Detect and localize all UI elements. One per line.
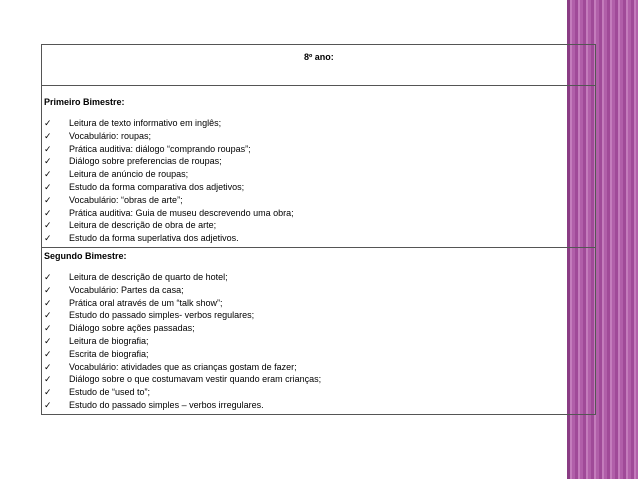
- section-heading: Segundo Bimestre:: [44, 250, 127, 261]
- checkmark-icon: ✓: [44, 310, 52, 321]
- checkmark-icon: ✓: [44, 143, 52, 154]
- checkmark-icon: ✓: [44, 233, 52, 244]
- list-item: ✓ Diálogo sobre ações passadas;: [44, 323, 195, 334]
- list-item: ✓ Estudo do passado simples- verbos regulares;: [44, 310, 255, 321]
- list-item: ✓ Prática auditiva: Guia de museu descrevendo uma obra;: [44, 207, 294, 218]
- grade-title: 8º ano:: [304, 52, 334, 62]
- list-item: ✓ Estudo de “used to”;: [44, 387, 151, 398]
- checkmark-icon: ✓: [44, 207, 52, 218]
- list-item: ✓ Estudo do passado simples – verbos irregulares.: [44, 399, 264, 410]
- topic-list: [42, 117, 595, 245]
- checkmark-icon: ✓: [44, 181, 52, 192]
- list-item: ✓ Vocabulário: atividades que as crianças gostam de fazer;: [44, 361, 297, 372]
- list-item: ✓ Leitura de biografia;: [44, 335, 149, 346]
- list-item: ✓ Vocabulário: Partes da casa;: [44, 284, 184, 295]
- checkmark-icon: ✓: [44, 323, 52, 334]
- checkmark-icon: ✓: [44, 335, 52, 346]
- checkmark-icon: ✓: [44, 374, 52, 385]
- list-item: ✓ Vocabulário: roupas;: [44, 130, 152, 141]
- list-item: ✓ Leitura de descrição de obra de arte;: [44, 220, 217, 231]
- title-row: [42, 45, 595, 86]
- section-first-bimester: [42, 86, 595, 248]
- checkmark-icon: ✓: [44, 169, 52, 180]
- curriculum-table: [41, 44, 596, 415]
- checkmark-icon: ✓: [44, 194, 52, 205]
- list-item: ✓ Diálogo sobre preferencias de roupas;: [44, 156, 222, 167]
- list-item: ✓ Leitura de anúncio de roupas;: [44, 169, 189, 180]
- checkmark-icon: ✓: [44, 348, 52, 359]
- section-second-bimester: [42, 248, 595, 414]
- checkmark-icon: ✓: [44, 156, 52, 167]
- list-item: ✓ Estudo da forma superlativa dos adjetivos.: [44, 233, 239, 244]
- list-item: ✓ Escrita de biografia;: [44, 348, 149, 359]
- checkmark-icon: ✓: [44, 361, 52, 372]
- list-item: ✓ Leitura de texto informativo em inglês;: [44, 118, 222, 128]
- list-item: ✓ Diálogo sobre o que costumavam vestir quando eram crianças;: [44, 374, 322, 385]
- checkmark-icon: ✓: [44, 297, 52, 308]
- list-item: ✓ Leitura de descrição de quarto de hotel;: [44, 271, 228, 282]
- checkmark-icon: ✓: [44, 118, 52, 128]
- list-item: ✓ Vocabulário: “obras de arte”;: [44, 194, 183, 205]
- checkmark-icon: ✓: [44, 387, 52, 398]
- list-item: ✓ Prática auditiva: diálogo “comprando roupas”;: [44, 143, 251, 154]
- checkmark-icon: ✓: [44, 271, 52, 282]
- list-item: ✓ Prática oral através de um “talk show”;: [44, 297, 223, 308]
- list-item: ✓ Estudo da forma comparativa dos adjetivos;: [44, 181, 245, 192]
- section-heading: Primeiro Bimestre:: [44, 97, 125, 107]
- checkmark-icon: ✓: [44, 130, 52, 141]
- checkmark-icon: ✓: [44, 220, 52, 231]
- checkmark-icon: ✓: [44, 399, 52, 410]
- checkmark-icon: ✓: [44, 284, 52, 295]
- topic-list: [42, 271, 595, 412]
